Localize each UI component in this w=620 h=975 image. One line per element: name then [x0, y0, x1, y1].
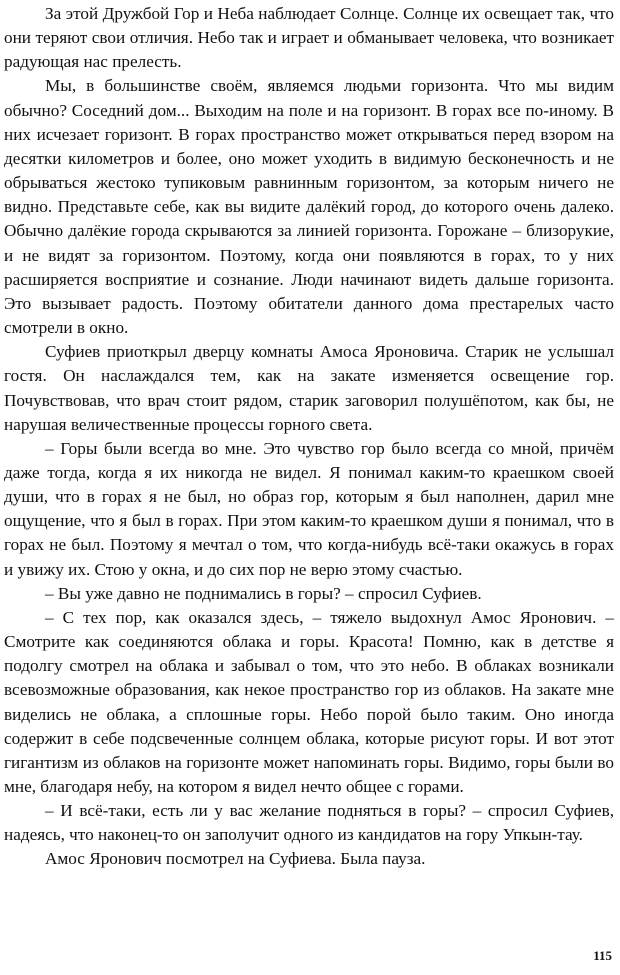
- paragraph: – И всё-таки, есть ли у вас желание подняться в горы? – спросил Суфиев, надеясь, что наконец-то он заполучит одного из кандидатов на гору Упкын-тау.: [4, 801, 614, 845]
- paragraph: Амос Яронович посмотрел на Суфиева. Была пауза.: [45, 849, 426, 869]
- paragraph: – Вы уже давно не поднимались в горы? – спросил Суфиев.: [45, 583, 482, 603]
- paragraph: Суфиев приоткрыл дверцу комнаты Амоса Яроновича. Старик не услышал гостя. Он наслаждался тем, как на закате изменяется освещение гор. Почувствовав, что врач стоит рядом, старик заговорил полушёпотом, как бы, не нарушая величественные процессы горного света.: [4, 342, 614, 434]
- paragraph: – С тех пор, как оказался здесь, – тяжело выдохнул Амос Яронович. – Смотрите как соединяются облака и горы. Красота! Помню, как в детстве я подолгу смотрел на облака и забывал о том, что это небо. В облаках возникали всевозможные образования, как некое пространство гор из облаков. На закате мне виделись не облака, а сплошные горы. Небо порой было таким. Оно иногда содержит в себе подсвеченные солнцем облака, которые рисуют горы. И вот этот гигантизм из облаков на горизонте может напоминать горы. Видимо, горы были во мне, благодаря небу, на котором я видел нечто общее с горами.: [4, 607, 614, 796]
- paragraph: – Горы были всегда во мне. Это чувство гор было всегда со мной, причём даже тогда, когда я их никогда не видел. Я понимал каким-то краешком своей души, что в горах я не был, но образ гор, которым я был наполнен, дарил мне ощущение, что я был в горах. При этом каким-то краешком души я понимал, что в горах не был. Поэтому я мечтал о том, что когда-нибудь всё-таки окажусь в горах и увижу их. Стою у окна, и до сих пор не верю этому счастью.: [4, 438, 614, 579]
- paragraph: Мы, в большинстве своём, являемся людьми горизонта. Что мы видим обычно? Соседний дом... Выходим на поле и на горизонт. В горах все по-иному. В них исчезает горизонт. В горах пространство может открываться перед взором на десятки километров и более, оно может уходить в видимую бесконечность и не обрываться жестоко тупиковым равнинным горизонтом, за которым ничего не видно. Представьте себе, как вы видите далёкий город, до которого очень далеко. Обычно далёкие города скрываются за линией горизонта. Горожане – близорукие, и не видят за горизонтом. Поэтому, когда они появляются в горах, то у них расширяется восприятие и сознание. Люди начинают видеть дальше горизонта. Это вызывает радость. Поэтому обитатели данного дома престарелых часто смотрели в окно.: [4, 76, 614, 338]
- paragraph: За этой Дружбой Гор и Неба наблюдает Солнце. Солнце их освещает так, что они теряют свои отличия. Небо так и играет и обманывает человека, что возникает радующая нас прелесть.: [4, 4, 614, 72]
- page-number: 115: [593, 947, 612, 963]
